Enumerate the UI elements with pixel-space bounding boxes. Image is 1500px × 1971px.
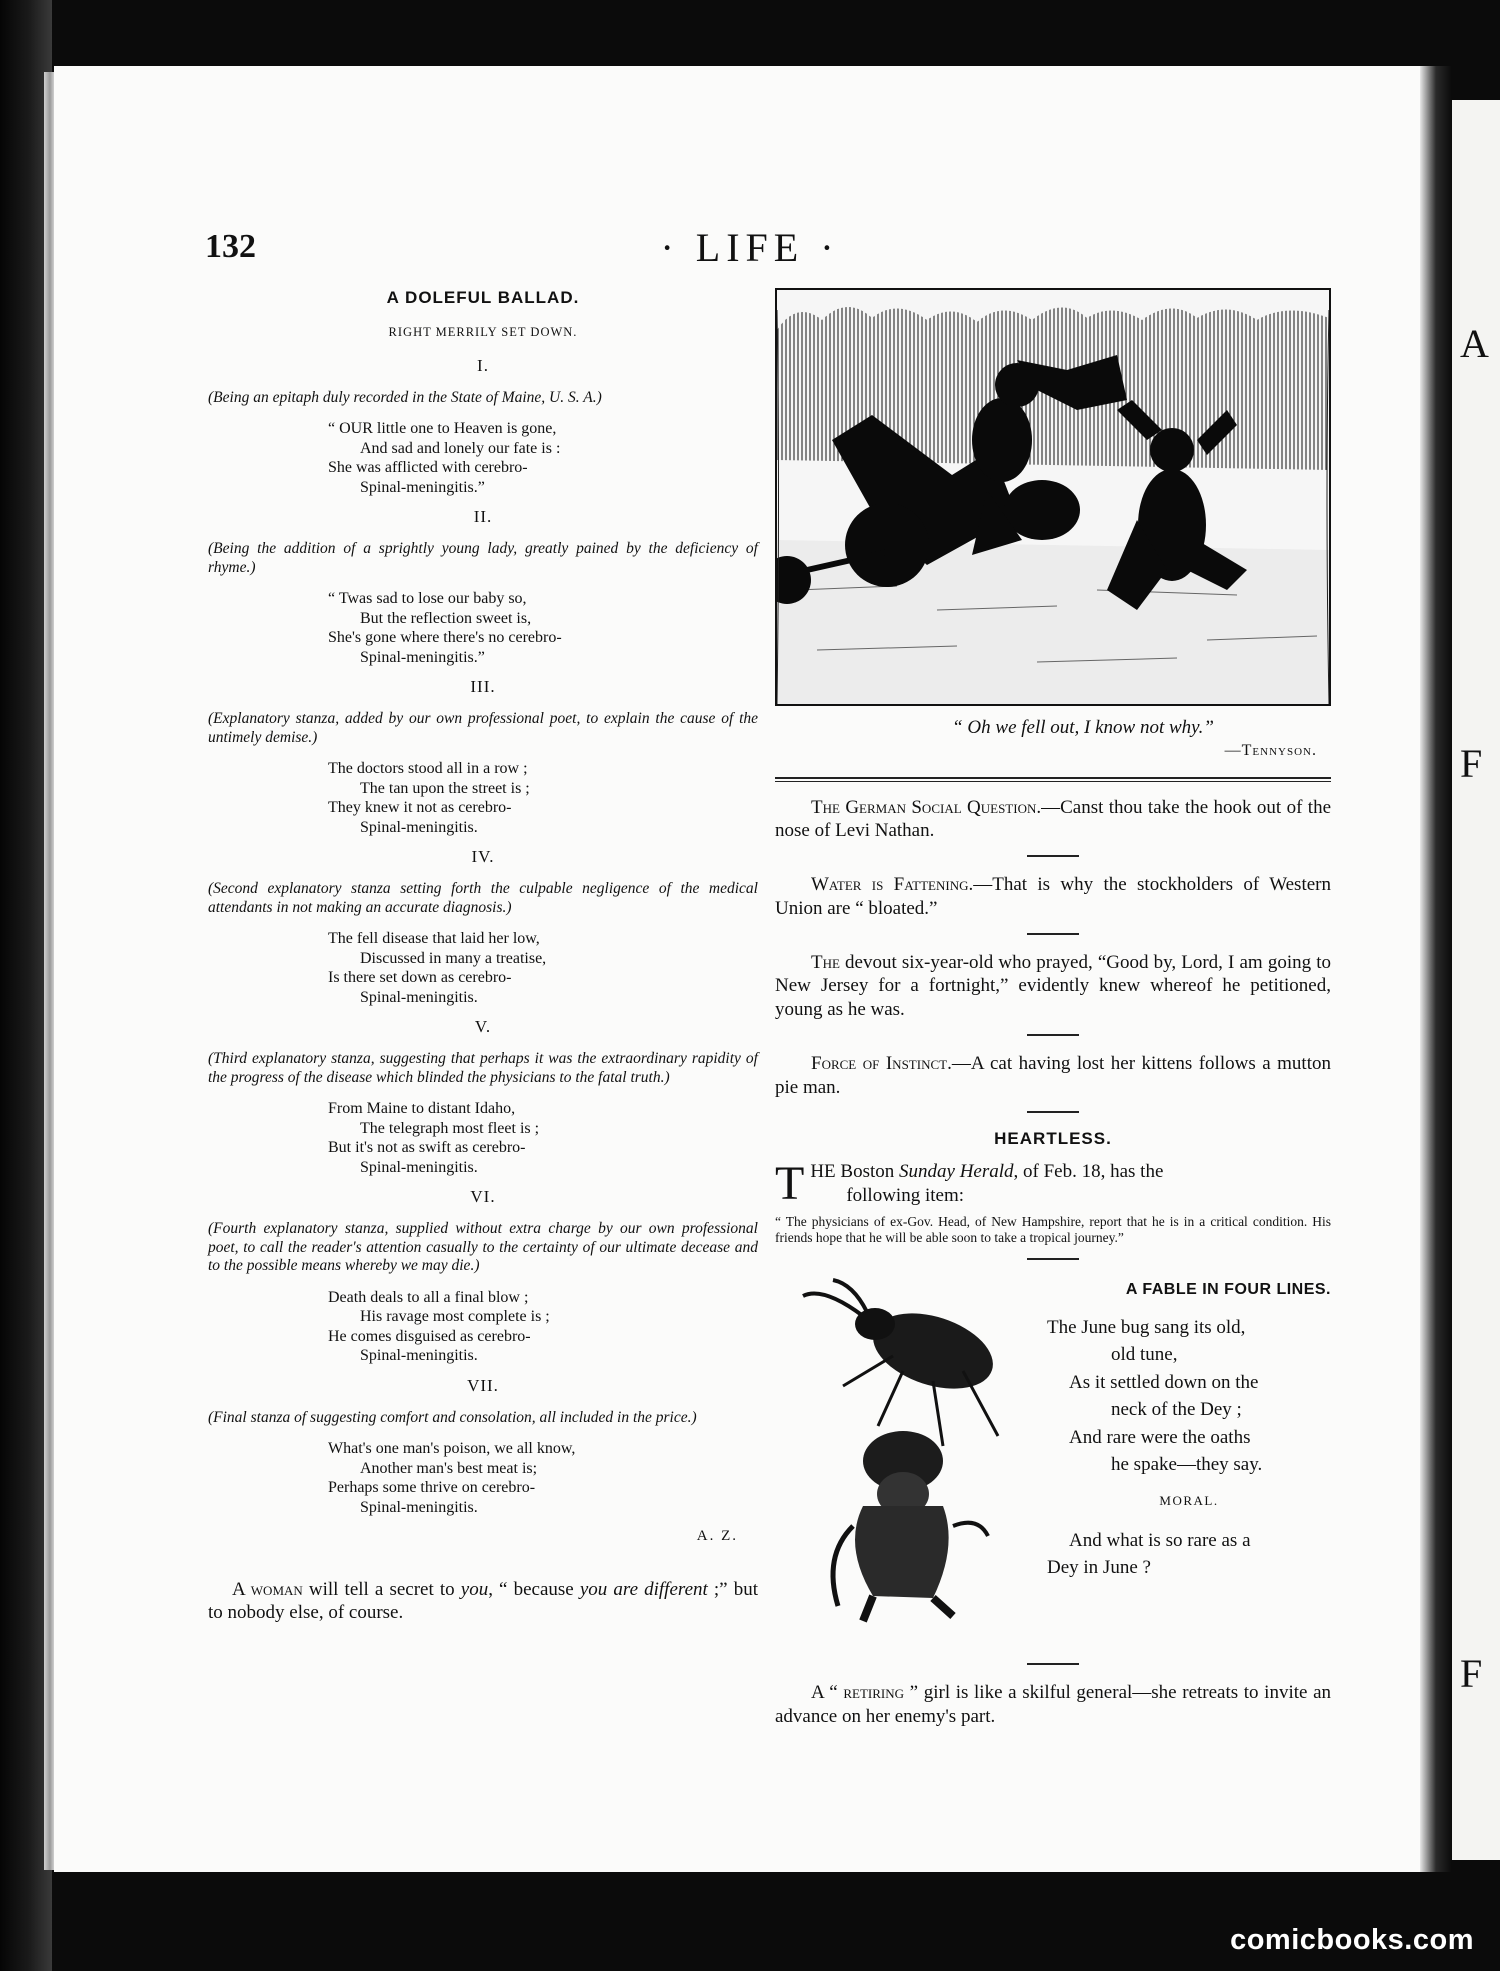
site-watermark: comicbooks.com	[1230, 1924, 1474, 1956]
stanza-verse	[328, 589, 758, 667]
verse-line: Spinal-meningitis.	[360, 818, 478, 836]
stanza-numeral: III.	[470, 677, 496, 697]
verse-line: His ravage most complete is ;	[360, 1308, 550, 1326]
heartless-quote: “ The physicians of ex-Gov. Head, of New Hampshire, report that he is in a critical condition. His friends hope that he will be able soon to take a tropical journey.”	[775, 1213, 1331, 1245]
verse-line: The telegraph most fleet is ;	[360, 1119, 540, 1137]
edge-fragment: F	[1460, 1651, 1483, 1696]
ballad-subtitle: RIGHT MERRILY SET DOWN.	[388, 324, 578, 339]
stanza-note: (Fourth explanatory stanza, supplied without extra charge by our own professional poet, to call the reader's attention casually to the certainty of our ultimate decease and to the possible means whereby we may die.)	[208, 1220, 758, 1275]
stanza-verse	[328, 929, 758, 1007]
fable-verse	[1047, 1314, 1331, 1479]
short-item-text: —That is why the stockholders of Western Union are “ bloated.”	[775, 874, 1331, 919]
woman-item-emphasis: you are different	[579, 1578, 708, 1600]
fable-line: And rare were the oaths	[1069, 1426, 1251, 1448]
fable-text	[1047, 1276, 1331, 1582]
stanza-note: (Being an epitaph duly recorded in the State of Maine, U. S. A.)	[208, 388, 602, 406]
verse-line: Spinal-meningitis.”	[360, 648, 485, 666]
stanza-verse	[328, 419, 758, 497]
verse-line: Spinal-meningitis.	[360, 988, 478, 1006]
newspaper-name: Sunday Herald	[899, 1161, 1014, 1183]
stanza-note: (Third explanatory stanza, suggesting that perhaps it was the extraordinary rapidity of the progress of the disease which blinded the physicians to the fatal truth.)	[208, 1050, 758, 1086]
short-item	[775, 873, 1331, 921]
rule	[1027, 1258, 1079, 1260]
fable-line: he spake—they say.	[1111, 1454, 1263, 1476]
stanza-numeral: VI.	[470, 1187, 496, 1207]
rule	[1027, 1034, 1079, 1036]
ballad-signature: A. Z.	[696, 1528, 738, 1545]
fallen-cart-cartoon	[777, 290, 1329, 704]
cartoon-credit: —Tennyson.	[1224, 742, 1317, 760]
verse-line: Spinal-meningitis.	[360, 1347, 478, 1365]
verse-line: The tan upon the street is ;	[360, 779, 530, 797]
verse-line: Death deals to all a final blow ;	[328, 1288, 529, 1306]
verse-line: They knew it not as cerebro-	[328, 799, 512, 817]
fable-line: old tune,	[1111, 1344, 1178, 1366]
retiring-item	[775, 1681, 1331, 1729]
rule	[1027, 1111, 1079, 1113]
verse-line: What's one man's poison, we all know,	[328, 1440, 576, 1458]
stanza-note: (Explanatory stanza, added by our own professional poet, to explain the cause of the untimely demise.)	[208, 710, 758, 746]
verse-line: Discussed in many a treatise,	[360, 949, 547, 967]
short-item	[775, 951, 1331, 1022]
short-item-lead: Water is Fattening.	[811, 874, 974, 896]
short-item-text: —Canst thou take the hook out of the nose of Levi Nathan.	[775, 796, 1331, 842]
june-bug-illustration	[783, 1276, 1029, 1636]
double-rule	[775, 777, 1331, 782]
fable-line: As it settled down on the	[1069, 1371, 1259, 1393]
verse-line: “ Twas sad to lose our baby so,	[328, 590, 527, 608]
cartoon-illustration	[775, 288, 1331, 706]
short-item	[775, 796, 1331, 844]
stanza-verse	[328, 1099, 758, 1177]
right-column	[775, 288, 1331, 1729]
stanza-numeral: IV.	[471, 847, 495, 867]
stanza-verse	[328, 1288, 758, 1366]
edge-fragment: F	[1460, 741, 1483, 786]
next-page-edge	[1452, 100, 1500, 1860]
verse-line: But the reflection sweet is,	[360, 609, 532, 627]
short-items	[775, 796, 1331, 1114]
stanza-numeral: II.	[473, 507, 493, 527]
verse-line: Perhaps some thrive on cerebro-	[328, 1479, 536, 1497]
stanza-numeral: VII.	[467, 1375, 499, 1395]
short-item-lead: The	[811, 951, 840, 973]
retiring-text: ” girl is like a skilful general—she retreats to invite an advance on her enemy's part.	[775, 1682, 1331, 1727]
verse-line: And sad and lonely our fate is :	[360, 439, 561, 457]
verse-line: Spinal-meningitis.	[360, 1498, 478, 1516]
cartoon-caption: “ Oh we fell out, I know not why.”	[952, 717, 1214, 738]
verse-line: Spinal-meningitis.”	[360, 478, 485, 496]
verse-line: She was afflicted with cerebro-	[328, 459, 528, 477]
heartless-text: following item:	[846, 1184, 965, 1206]
stanza-note: (Final stanza of suggesting comfort and consolation, all included in the price.)	[208, 1408, 697, 1426]
short-item-text: devout six-year-old who prayed, “Good by, Lord, I am going to New Jersey for a fortnight,” evidently knew whereof he petitioned, young as he was.	[775, 951, 1331, 1021]
short-item-lead: Force of Instinct.	[811, 1052, 952, 1074]
woman-item	[208, 1578, 758, 1626]
page-number: 132	[205, 228, 256, 265]
verse-line: He comes disguised as cerebro-	[328, 1327, 531, 1345]
verse-line: Another man's best meat is;	[360, 1459, 538, 1477]
moral-label: MORAL.	[1159, 1492, 1219, 1508]
heartless-lead	[775, 1157, 1331, 1211]
woman-item-text: , “ because	[488, 1578, 580, 1600]
verse-line: She's gone where there's no cerebro-	[328, 629, 562, 647]
moral-line: And what is so rare as a	[1069, 1529, 1251, 1551]
left-column	[208, 288, 758, 1625]
short-item-text: —A cat having lost her kittens follows a mutton pie man.	[775, 1052, 1331, 1098]
rule	[1027, 933, 1079, 935]
heartless-title: HEARTLESS.	[994, 1129, 1112, 1149]
book-gutter	[1420, 66, 1452, 1872]
stanza-note: (Second explanatory stanza setting forth the culpable negligence of the medical attendants in not making an accurate diagnosis.)	[208, 880, 758, 916]
stanza-numeral: I.	[477, 355, 489, 375]
verse-line: Is there set down as cerebro-	[328, 969, 512, 987]
short-item-lead: The German Social Question.	[811, 796, 1042, 818]
verse-line: Spinal-meningitis.	[360, 1158, 478, 1176]
rule	[1027, 855, 1079, 857]
stanza-verse	[328, 1439, 758, 1517]
verse-line: But it's not as swift as cerebro-	[328, 1139, 526, 1157]
short-item	[775, 1052, 1331, 1100]
woman-item-text: will tell a secret to	[302, 1578, 461, 1600]
rule	[1027, 1663, 1079, 1665]
fable-title: A FABLE IN FOUR LINES.	[1125, 1281, 1331, 1299]
heartless-text: HE Boston	[810, 1161, 900, 1183]
verse-line: The doctors stood all in a row ;	[328, 760, 528, 778]
verse-line: From Maine to distant Idaho,	[328, 1100, 516, 1118]
heartless-text: , of Feb. 18, has the	[1013, 1161, 1164, 1183]
retiring-word: retiring	[843, 1682, 905, 1704]
ballad-title: A DOLEFUL BALLAD.	[386, 288, 580, 307]
verse-line: The fell disease that laid her low,	[328, 930, 540, 948]
verse-line: “ OUR little one to Heaven is gone,	[328, 420, 557, 438]
fable-line: The June bug sang its old,	[1047, 1316, 1246, 1338]
fable-line: neck of the Dey ;	[1111, 1399, 1242, 1421]
stanza-numeral: V.	[474, 1017, 492, 1037]
moral-line: Dey in June ?	[1047, 1557, 1151, 1579]
retiring-lead: A “	[811, 1682, 844, 1704]
woman-item-you: you	[460, 1578, 489, 1600]
moral-verse	[1047, 1527, 1331, 1582]
stanza-note: (Being the addition of a sprightly young lady, greatly pained by the deficiency of rhyme.)	[208, 540, 758, 576]
woman-item-text: ;” but to nobody else, of course.	[208, 1578, 759, 1624]
drop-cap: T	[775, 1157, 805, 1211]
ballad-stanzas	[208, 356, 758, 1517]
masthead: · LIFE ·	[660, 225, 840, 270]
fable-section	[775, 1276, 1331, 1651]
woman-item-lead: A woman	[232, 1578, 303, 1600]
stanza-verse	[328, 759, 758, 837]
edge-fragment: A	[1460, 321, 1489, 366]
